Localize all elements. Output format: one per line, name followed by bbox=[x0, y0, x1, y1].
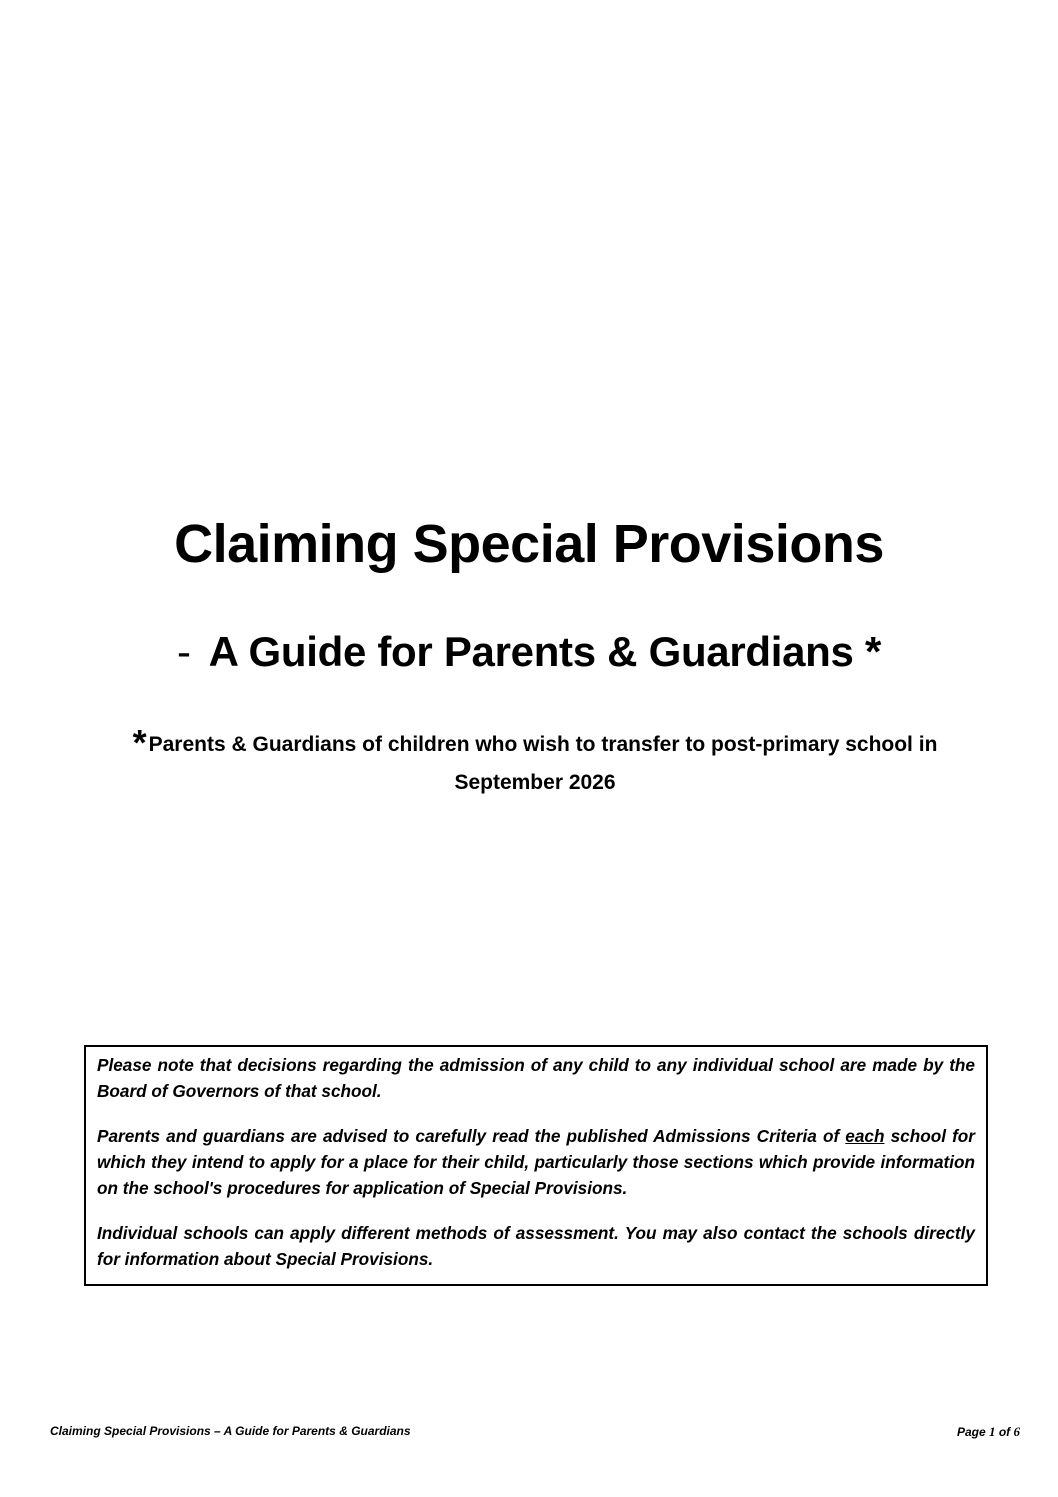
document-subtitle bbox=[0, 622, 1058, 682]
audience-line-2: September 2026 bbox=[454, 771, 616, 794]
document-title: Claiming Special Provisions bbox=[174, 514, 884, 574]
asterisk-marker: * bbox=[132, 722, 147, 763]
notice-emphasis-each: each bbox=[845, 1126, 885, 1146]
footer-document-title: Claiming Special Provisions – A Guide for Parents & Guardians bbox=[50, 1424, 411, 1438]
footer-page-label: Page bbox=[956, 1425, 986, 1439]
notice-paragraph-2-start: Parents and guardians are advised to carefully read the published Admissions Criteria of bbox=[97, 1126, 846, 1146]
notice-paragraph-3: Individual schools can apply different methods of assessment. You may also contact the schools directly for information about Special Provisions. bbox=[97, 1223, 975, 1269]
audience-line-1: Parents & Guardians of children who wish to transfer to post-primary school in bbox=[148, 733, 938, 756]
footer-page-indicator bbox=[957, 1424, 1020, 1440]
audience-note bbox=[40, 724, 1030, 802]
notice-paragraph-1: Please note that decisions regarding the admission of any child to any individual school are made by the Board of Governors of that school. bbox=[97, 1055, 975, 1101]
subtitle-dash: - bbox=[176, 628, 191, 675]
footer-page-number: 1 bbox=[988, 1424, 996, 1439]
notice-paragraph-2-end: school for which they intend to apply for a place for their child, particularly those sections which provide information on the school's procedures for application of Special Provisions. bbox=[97, 1126, 975, 1198]
notice-paragraph-2 bbox=[97, 1123, 975, 1201]
footer-of-label: of bbox=[998, 1425, 1011, 1439]
subtitle-text: A Guide for Parents & Guardians * bbox=[208, 628, 882, 675]
footer-page-total: 6 bbox=[1013, 1424, 1020, 1439]
notice-box bbox=[84, 1045, 988, 1286]
